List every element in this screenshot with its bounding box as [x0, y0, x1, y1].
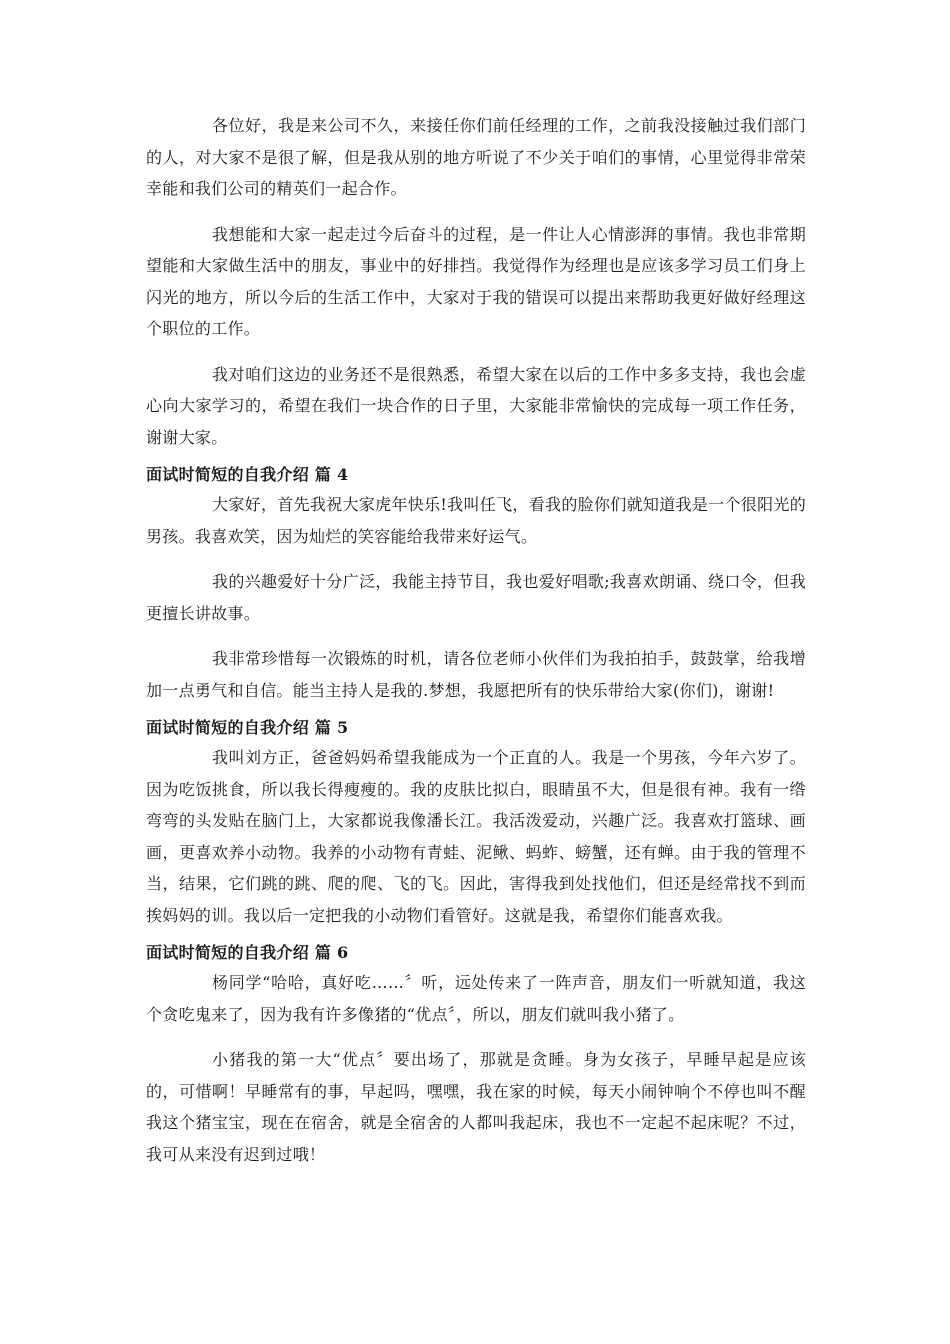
intro-paragraph-2: 我想能和大家一起走过今后奋斗的过程，是一件让人心情澎湃的事情。我也非常期望能和大家做生活中的朋友，事业中的好排挡。我觉得作为经理也是应该多学习员工们身上闪光的地方，所以今后的生活工作中，大家对于我的错误可以提出来帮助我更好做好经理这个职位的工作。	[146, 224, 806, 338]
section-5-heading: 面试时简短的自我介绍 篇 5	[146, 718, 349, 737]
intro-paragraph-3: 我对咱们这边的业务还不是很熟悉，希望大家在以后的工作中多多支持，我也会虚心向大家学习的，希望在我们一块合作的日子里，大家能非常愉快的完成每一项工作任务，谢谢大家。	[146, 364, 806, 447]
paragraph-gap	[146, 552, 806, 566]
section-5-paragraph-1: 我叫刘方正，爸爸妈妈希望我能成为一个正直的人。我是一个男孩，今年六岁了。因为吃饭挑食，所以我长得瘦瘦的。我的皮肤比拟白，眼睛虽不大，但是很有神。我有一绺弯弯的头发贴在脑门上，大家都说我像潘长江。我活泼爱动，兴趣广泛。我喜欢打篮球、画画，更喜欢养小动物。我养的小动物有青蛙、泥鳅、蚂蚱、螃蟹，还有蝉。由于我的管理不当，结果，它们跳的跳、爬的爬、飞的飞。因此，害得我到处找他们，但还是经常找不到而挨妈妈的训。我以后一定把我的小动物们看管好。这就是我，希望你们能喜欢我。	[146, 748, 806, 925]
paragraph-gap	[146, 205, 806, 219]
section-4-heading: 面试时简短的自我介绍 篇 4	[146, 465, 349, 484]
section-4-paragraph-2: 我的兴趣爱好十分广泛，我能主持节目，我也爱好唱歌;我喜欢朗诵、绕口令，但我更擅长讲故事。	[146, 572, 806, 623]
section-6-paragraph-2: 小猪我的第一大“优点〞要出场了，那就是贪睡。身为女孩子，早睡早起是应该的，可惜啊！早睡常有的事，早起吗，嘿嘿，我在家的时候，每天小闹钟响个不停也叫不醒我这个猪宝宝，现在在宿舍，就是全宿舍的人都叫我起床，我也不一定起不起床呢？不过，我可从来没有迟到过哦！	[146, 1050, 806, 1164]
paragraph-gap	[146, 629, 806, 643]
paragraph-gap	[146, 453, 806, 461]
paragraph-gap	[146, 345, 806, 359]
paragraph-gap	[146, 1030, 806, 1044]
section-4-paragraph-1: 大家好，首先我祝大家虎年快乐!我叫任飞，看我的脸你们就知道我是一个很阳光的男孩。我喜欢笑，因为灿烂的笑容能给我带来好运气。	[146, 495, 806, 546]
section-4-paragraph-3: 我非常珍惜每一次锻炼的时机，请各位老师小伙伴们为我拍拍手，鼓鼓掌，给我增加一点勇气和自信。能当主持人是我的.梦想，我愿把所有的快乐带给大家(你们)，谢谢!	[146, 649, 806, 700]
paragraph-gap	[146, 931, 806, 939]
paragraph-gap	[146, 706, 806, 714]
intro-paragraph-1: 各位好，我是来公司不久，来接任你们前任经理的工作，之前我没接触过我们部门的人，对大家不是很了解，但是我从别的地方听说了不少关于咱们的事情，心里觉得非常荣幸能和我们公司的精英们一起合作。	[146, 116, 806, 198]
section-6-heading: 面试时简短的自我介绍 篇 6	[146, 943, 349, 962]
section-6-paragraph-1: 杨同学“哈哈，真好吃……〞听，远处传来了一阵声音，朋友们一听就知道，我这个贪吃鬼来了，因为我有许多像猪的“优点〞，所以，朋友们就叫我小猪了。	[146, 973, 806, 1024]
document-page	[146, 110, 806, 1170]
